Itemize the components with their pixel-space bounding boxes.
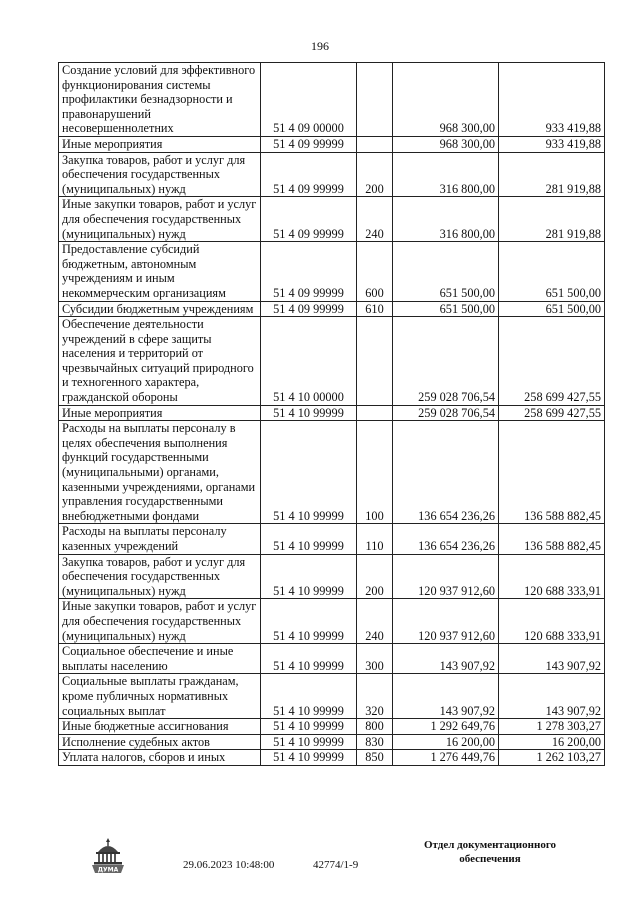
row-code-cell: 51 4 10 99999 bbox=[261, 750, 357, 766]
row-expense-type-cell: 600 bbox=[357, 242, 393, 301]
row-sum-executed-cell: 258 699 427,55 bbox=[499, 405, 605, 421]
table-row bbox=[59, 644, 605, 674]
table-row bbox=[59, 734, 605, 750]
row-sum-executed-cell: 933 419,88 bbox=[499, 136, 605, 152]
row-expense-type-cell bbox=[357, 136, 393, 152]
row-code-cell: 51 4 09 99999 bbox=[261, 242, 357, 301]
row-expense-type-cell: 100 bbox=[357, 421, 393, 524]
row-sum-planned-cell: 120 937 912,60 bbox=[393, 554, 499, 599]
row-expense-type-cell: 200 bbox=[357, 554, 393, 599]
row-sum-executed-cell: 16 200,00 bbox=[499, 734, 605, 750]
row-sum-planned-cell: 143 907,92 bbox=[393, 674, 499, 719]
row-name-cell: Социальные выплаты гражданам, кроме публичных нормативных социальных выплат bbox=[59, 674, 261, 719]
budget-table bbox=[58, 62, 605, 766]
row-sum-executed-cell: 651 500,00 bbox=[499, 242, 605, 301]
row-name-cell: Субсидии бюджетным учреждениям bbox=[59, 301, 261, 317]
row-code-cell: 51 4 10 99999 bbox=[261, 405, 357, 421]
row-code-cell: 51 4 10 99999 bbox=[261, 644, 357, 674]
row-sum-planned-cell: 1 292 649,76 bbox=[393, 719, 499, 735]
row-name-cell: Расходы на выплаты персоналу в целях обеспечения выполнения функций государственными (муниципальными) органами, казенными учреждениями, органами управления государственными внебюджетными фондами bbox=[59, 421, 261, 524]
row-sum-planned-cell: 316 800,00 bbox=[393, 152, 499, 197]
row-expense-type-cell: 240 bbox=[357, 197, 393, 242]
footer-department-line1: Отдел документационного bbox=[423, 839, 557, 851]
row-expense-type-cell: 320 bbox=[357, 674, 393, 719]
footer-department-line2: обеспечения bbox=[459, 853, 521, 865]
row-expense-type-cell: 300 bbox=[357, 644, 393, 674]
row-sum-executed-cell: 651 500,00 bbox=[499, 301, 605, 317]
row-code-cell: 51 4 10 99999 bbox=[261, 421, 357, 524]
row-code-cell: 51 4 10 99999 bbox=[261, 734, 357, 750]
duma-emblem-logo bbox=[88, 836, 128, 876]
row-expense-type-cell: 110 bbox=[357, 524, 393, 554]
footer-date: 29.06.2023 10:48:00 bbox=[183, 859, 275, 871]
row-expense-type-cell bbox=[357, 405, 393, 421]
row-sum-planned-cell: 143 907,92 bbox=[393, 644, 499, 674]
table-row bbox=[59, 301, 605, 317]
row-code-cell: 51 4 10 99999 bbox=[261, 599, 357, 644]
page-footer bbox=[0, 828, 640, 898]
row-sum-executed-cell: 258 699 427,55 bbox=[499, 317, 605, 406]
row-expense-type-cell: 800 bbox=[357, 719, 393, 735]
row-expense-type-cell: 240 bbox=[357, 599, 393, 644]
row-code-cell: 51 4 09 99999 bbox=[261, 197, 357, 242]
footer-doc-number: 42774/1-9 bbox=[313, 859, 359, 871]
table-row bbox=[59, 554, 605, 599]
row-sum-executed-cell: 933 419,88 bbox=[499, 63, 605, 137]
row-sum-planned-cell: 968 300,00 bbox=[393, 63, 499, 137]
table-row bbox=[59, 421, 605, 524]
table-row bbox=[59, 197, 605, 242]
table-row bbox=[59, 152, 605, 197]
row-sum-executed-cell: 1 278 303,27 bbox=[499, 719, 605, 735]
row-code-cell: 51 4 10 00000 bbox=[261, 317, 357, 406]
row-name-cell: Иные бюджетные ассигнования bbox=[59, 719, 261, 735]
row-sum-planned-cell: 651 500,00 bbox=[393, 242, 499, 301]
row-code-cell: 51 4 09 99999 bbox=[261, 136, 357, 152]
row-code-cell: 51 4 10 99999 bbox=[261, 554, 357, 599]
row-code-cell: 51 4 09 00000 bbox=[261, 63, 357, 137]
row-name-cell: Исполнение судебных актов bbox=[59, 734, 261, 750]
row-code-cell: 51 4 10 99999 bbox=[261, 719, 357, 735]
row-name-cell: Предоставление субсидий бюджетным, автономным учреждениям и иным некоммерческим организациям bbox=[59, 242, 261, 301]
row-sum-executed-cell: 281 919,88 bbox=[499, 197, 605, 242]
table-row bbox=[59, 599, 605, 644]
row-sum-planned-cell: 968 300,00 bbox=[393, 136, 499, 152]
table-row bbox=[59, 405, 605, 421]
page-number: 196 bbox=[311, 39, 329, 53]
logo-lettering: ДУМА bbox=[97, 866, 119, 874]
row-name-cell: Обеспечение деятельности учреждений в сфере защиты населения и территорий от чрезвычайных ситуаций природного и техногенного характера, гражданской обороны bbox=[59, 317, 261, 406]
table-row bbox=[59, 719, 605, 735]
row-code-cell: 51 4 10 99999 bbox=[261, 524, 357, 554]
row-name-cell: Расходы на выплаты персоналу казенных учреждений bbox=[59, 524, 261, 554]
row-expense-type-cell: 200 bbox=[357, 152, 393, 197]
row-name-cell: Закупка товаров, работ и услуг для обеспечения государственных (муниципальных) нужд bbox=[59, 152, 261, 197]
row-sum-planned-cell: 651 500,00 bbox=[393, 301, 499, 317]
row-sum-planned-cell: 1 276 449,76 bbox=[393, 750, 499, 766]
table-row bbox=[59, 317, 605, 406]
table-row bbox=[59, 674, 605, 719]
row-sum-executed-cell: 120 688 333,91 bbox=[499, 599, 605, 644]
table-row bbox=[59, 750, 605, 766]
row-sum-executed-cell: 136 588 882,45 bbox=[499, 524, 605, 554]
row-name-cell: Иные мероприятия bbox=[59, 136, 261, 152]
table-row bbox=[59, 524, 605, 554]
row-name-cell: Социальное обеспечение и иные выплаты населению bbox=[59, 644, 261, 674]
row-expense-type-cell: 830 bbox=[357, 734, 393, 750]
row-expense-type-cell: 850 bbox=[357, 750, 393, 766]
row-name-cell: Иные закупки товаров, работ и услуг для обеспечения государственных (муниципальных) нужд bbox=[59, 599, 261, 644]
row-sum-executed-cell: 120 688 333,91 bbox=[499, 554, 605, 599]
row-sum-planned-cell: 120 937 912,60 bbox=[393, 599, 499, 644]
footer-department bbox=[405, 838, 575, 866]
row-sum-planned-cell: 259 028 706,54 bbox=[393, 405, 499, 421]
row-expense-type-cell: 610 bbox=[357, 301, 393, 317]
row-name-cell: Иные мероприятия bbox=[59, 405, 261, 421]
row-sum-executed-cell: 143 907,92 bbox=[499, 674, 605, 719]
row-expense-type-cell bbox=[357, 63, 393, 137]
row-sum-executed-cell: 1 262 103,27 bbox=[499, 750, 605, 766]
row-sum-planned-cell: 259 028 706,54 bbox=[393, 317, 499, 406]
row-sum-planned-cell: 16 200,00 bbox=[393, 734, 499, 750]
table-row bbox=[59, 242, 605, 301]
row-sum-planned-cell: 136 654 236,26 bbox=[393, 524, 499, 554]
row-code-cell: 51 4 10 99999 bbox=[261, 674, 357, 719]
row-name-cell: Уплата налогов, сборов и иных bbox=[59, 750, 261, 766]
row-sum-executed-cell: 281 919,88 bbox=[499, 152, 605, 197]
row-code-cell: 51 4 09 99999 bbox=[261, 152, 357, 197]
budget-table-body bbox=[59, 63, 605, 766]
table-row bbox=[59, 63, 605, 137]
row-name-cell: Создание условий для эффективного функционирования системы профилактики безнадзорности и правонарушений несовершеннолетних bbox=[59, 63, 261, 137]
table-row bbox=[59, 136, 605, 152]
row-sum-planned-cell: 316 800,00 bbox=[393, 197, 499, 242]
row-name-cell: Иные закупки товаров, работ и услуг для обеспечения государственных (муниципальных) нужд bbox=[59, 197, 261, 242]
row-sum-executed-cell: 136 588 882,45 bbox=[499, 421, 605, 524]
row-sum-executed-cell: 143 907,92 bbox=[499, 644, 605, 674]
row-expense-type-cell bbox=[357, 317, 393, 406]
row-sum-planned-cell: 136 654 236,26 bbox=[393, 421, 499, 524]
row-code-cell: 51 4 09 99999 bbox=[261, 301, 357, 317]
row-name-cell: Закупка товаров, работ и услуг для обеспечения государственных (муниципальных) нужд bbox=[59, 554, 261, 599]
